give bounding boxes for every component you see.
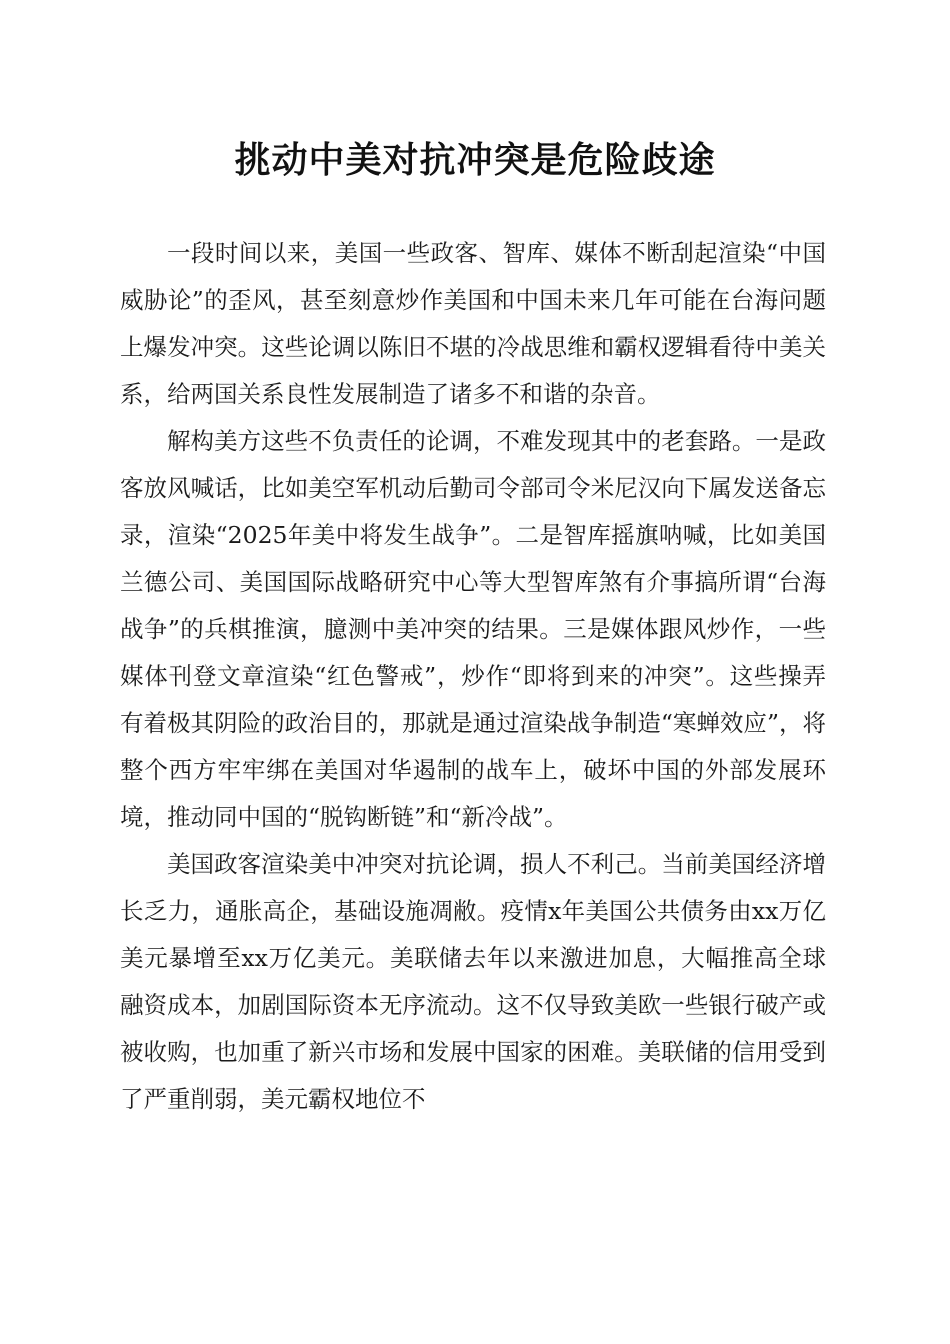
document-body	[120, 230, 826, 1123]
paragraph: 美国政客渲染美中冲突对抗论调，损人不利己。当前美国经济增长乏力，通胀高企，基础设施凋敝。疫情x年美国公共债务由xx万亿美元暴增至xx万亿美元。美联储去年以来激进加息，大幅推高全球融资成本，加剧国际资本无序流动。这不仅导致美欧一些银行破产或被收购，也加重了新兴市场和发展中国家的困难。美联储的信用受到了严重削弱，美元霸权地位不	[120, 850, 826, 1113]
document-title: 挑动中美对抗冲突是危险歧途	[234, 139, 716, 181]
paragraph: 一段时间以来，美国一些政客、智库、媒体不断刮起渲染“中国威胁论”的歪风，甚至刻意炒作美国和中国未来几年可能在台海问题上爆发冲突。这些论调以陈旧不堪的冷战思维和霸权逻辑看待中美关系，给两国关系良性发展制造了诸多不和谐的杂音。	[120, 239, 826, 408]
paragraph: 解构美方这些不负责任的论调，不难发现其中的老套路。一是政客放风喊话，比如美空军机动后勤司令部司令米尼汉向下属发送备忘录，渲染“2025年美中将发生战争”。二是智库摇旗呐喊，比如美国兰德公司、美国国际战略研究中心等大型智库煞有介事搞所谓“台海战争”的兵棋推演，臆测中美冲突的结果。三是媒体跟风炒作，一些媒体刊登文章渲染“红色警戒”，炒作“即将到来的冲突”。这些操弄有着极其阴险的政治目的，那就是通过渲染战争制造“寒蝉效应”，将整个西方牢牢绑在美国对华遏制的战车上，破坏中国的外部发展环境，推动同中国的“脱钩断链”和“新冷战”。	[120, 427, 826, 831]
